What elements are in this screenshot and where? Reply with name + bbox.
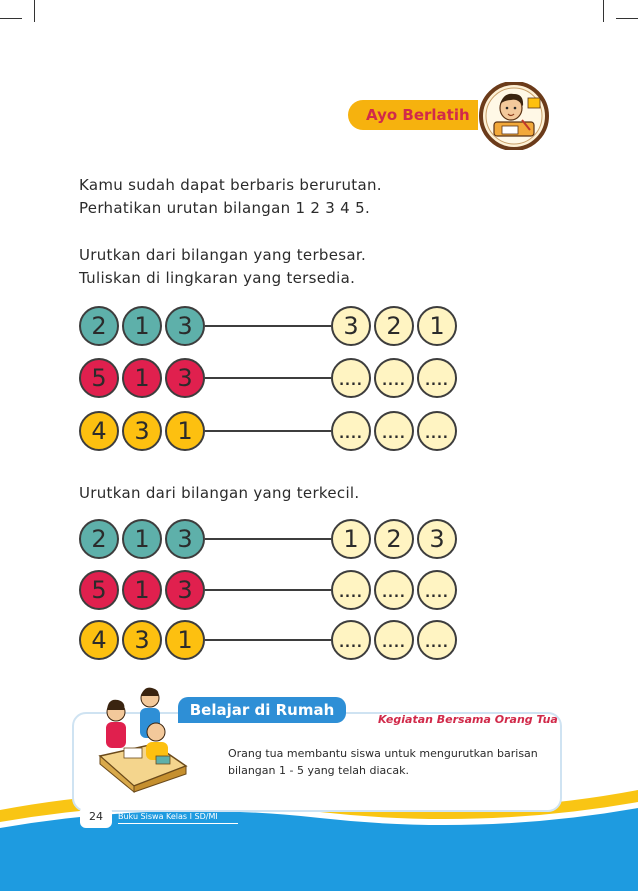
section2-instruction: Urutkan dari bilangan yang terkecil. [79, 484, 360, 502]
answer-circle[interactable]: .... [374, 358, 414, 398]
page-number: 24 [80, 806, 112, 828]
intro-line-1: Kamu sudah dapat berbaris berurutan. [79, 176, 382, 194]
intro-line-2: Perhatikan urutan bilangan 1 2 3 4 5. [79, 199, 371, 217]
ayo-berlatih-badge: Ayo Berlatih [348, 100, 478, 130]
answer-circle[interactable]: .... [417, 358, 457, 398]
connector-line [205, 589, 331, 591]
answer-circle[interactable]: .... [417, 620, 457, 660]
number-circle: 4 [79, 620, 119, 660]
number-circle: 1 [122, 519, 162, 559]
answer-circle: 1 [331, 519, 371, 559]
number-circle: 3 [165, 570, 205, 610]
number-circle: 1 [165, 620, 205, 660]
connector-line [205, 538, 331, 540]
family-illustration-icon [94, 686, 190, 794]
answer-circle[interactable]: .... [374, 570, 414, 610]
number-circle: 5 [79, 358, 119, 398]
number-circle: 3 [165, 358, 205, 398]
number-circle: 1 [122, 570, 162, 610]
answer-circle[interactable]: .... [331, 570, 371, 610]
number-circle: 3 [122, 620, 162, 660]
answer-circle[interactable]: .... [417, 411, 457, 451]
answer-circle[interactable]: .... [331, 358, 371, 398]
number-circle: 1 [122, 358, 162, 398]
crop-mark [616, 18, 638, 19]
answer-circle[interactable]: .... [374, 411, 414, 451]
connector-line [205, 639, 331, 641]
home-subtitle: Kegiatan Bersama Orang Tua [378, 713, 558, 726]
intro-line-3: Urutkan dari bilangan yang terbesar. [79, 246, 367, 264]
book-title: Buku Siswa Kelas I SD/MI [118, 812, 238, 824]
number-circle: 3 [165, 519, 205, 559]
home-text-line-1: Orang tua membantu siswa untuk mengurutkan barisan [228, 747, 538, 760]
number-circle: 2 [79, 519, 119, 559]
connector-line [205, 377, 331, 379]
number-circle: 3 [165, 306, 205, 346]
number-circle: 3 [122, 411, 162, 451]
number-circle: 4 [79, 411, 119, 451]
answer-circle[interactable]: .... [417, 570, 457, 610]
connector-line [205, 325, 331, 327]
crop-mark [0, 18, 22, 19]
number-circle: 5 [79, 570, 119, 610]
number-circle: 1 [165, 411, 205, 451]
answer-circle[interactable]: .... [331, 411, 371, 451]
answer-circle: 3 [331, 306, 371, 346]
answer-circle[interactable]: .... [331, 620, 371, 660]
answer-circle: 2 [374, 519, 414, 559]
connector-line [205, 430, 331, 432]
answer-circle[interactable]: .... [374, 620, 414, 660]
student-writing-icon [478, 82, 550, 150]
answer-circle: 2 [374, 306, 414, 346]
number-circle: 2 [79, 306, 119, 346]
crop-mark [34, 0, 35, 22]
answer-circle: 1 [417, 306, 457, 346]
belajar-di-rumah-banner: Belajar di Rumah [178, 697, 346, 723]
home-instructions [228, 745, 538, 779]
number-circle: 1 [122, 306, 162, 346]
crop-mark [603, 0, 604, 22]
answer-circle: 3 [417, 519, 457, 559]
intro-line-4: Tuliskan di lingkaran yang tersedia. [79, 269, 356, 287]
home-text-line-2: bilangan 1 - 5 yang telah diacak. [228, 764, 409, 777]
